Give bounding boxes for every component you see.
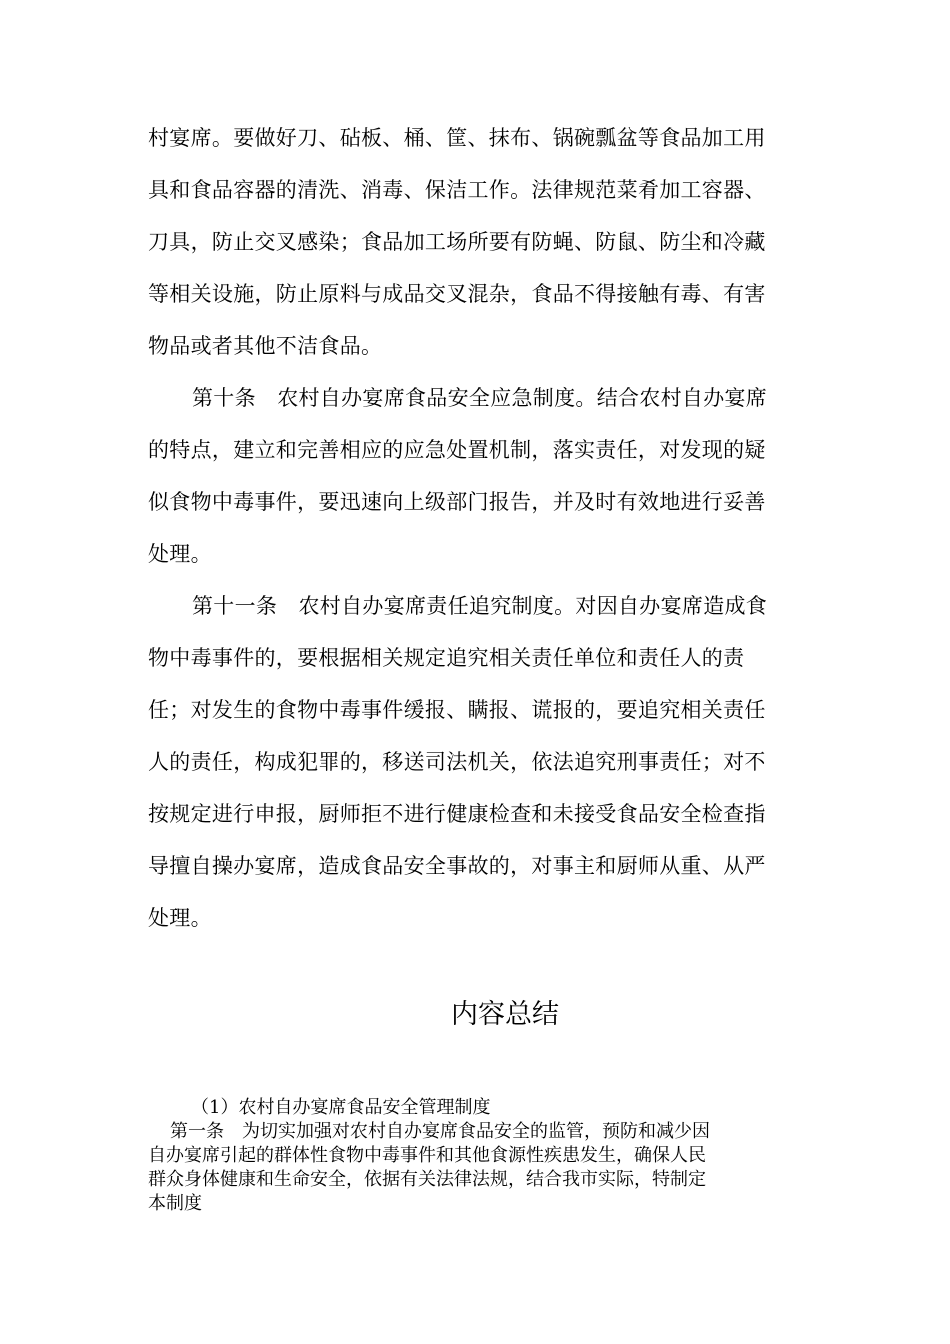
article-11-heading-line: 第十一条 农村自办宴席责任追究制度。对因自办宴席造成食 — [192, 594, 768, 618]
body-line: 人的责任，构成犯罪的，移送司法机关，依法追究刑事责任；对不 — [148, 750, 766, 774]
body-line: 按规定进行申报，厨师拒不进行健康检查和未接受食品安全检查指 — [148, 802, 766, 826]
summary-line: 本制度 — [148, 1193, 202, 1214]
body-line: 似食物中毒事件，要迅速向上级部门报告，并及时有效地进行妥善 — [148, 490, 766, 514]
body-line: 物中毒事件的，要根据相关规定追究相关责任单位和责任人的责 — [148, 646, 745, 670]
body-line: 导擅自操办宴席，造成食品安全事故的，对事主和厨师从重、从严 — [148, 854, 766, 878]
body-line: 任；对发生的食物中毒事件缓报、瞒报、谎报的，要追究相关责任 — [148, 698, 766, 722]
body-line: 具和食品容器的清洗、消毒、保洁工作。法律规范菜肴加工容器、 — [148, 178, 766, 202]
body-line: 等相关设施，防止原料与成品交叉混杂，食品不得接触有毒、有害 — [148, 282, 766, 306]
summary-subtitle: （1）农村自办宴席食品安全管理制度 — [191, 1097, 491, 1118]
body-line: 村宴席。要做好刀、砧板、桶、筐、抹布、锅碗瓢盆等食品加工用 — [148, 126, 766, 150]
body-line: 处理。 — [148, 542, 212, 566]
body-line: 处理。 — [148, 906, 212, 930]
summary-title: 内容总结 — [451, 999, 559, 1030]
summary-line: 自办宴席引起的群体性食物中毒事件和其他食源性疾患发生，确保人民 — [148, 1145, 706, 1166]
summary-line: 群众身体健康和生命安全，依据有关法律法规，结合我市实际，特制定 — [148, 1169, 706, 1190]
summary-line: 第一条 为切实加强对农村自办宴席食品安全的监管，预防和减少因 — [170, 1121, 710, 1142]
article-10-heading-line: 第十条 农村自办宴席食品安全应急制度。结合农村自办宴席 — [192, 386, 768, 410]
body-line: 物品或者其他不洁食品。 — [148, 334, 383, 358]
body-line: 刀具，防止交叉感染；食品加工场所要有防蝇、防鼠、防尘和冷藏 — [148, 230, 766, 254]
body-line: 的特点，建立和完善相应的应急处置机制，落实责任，对发现的疑 — [148, 438, 766, 462]
